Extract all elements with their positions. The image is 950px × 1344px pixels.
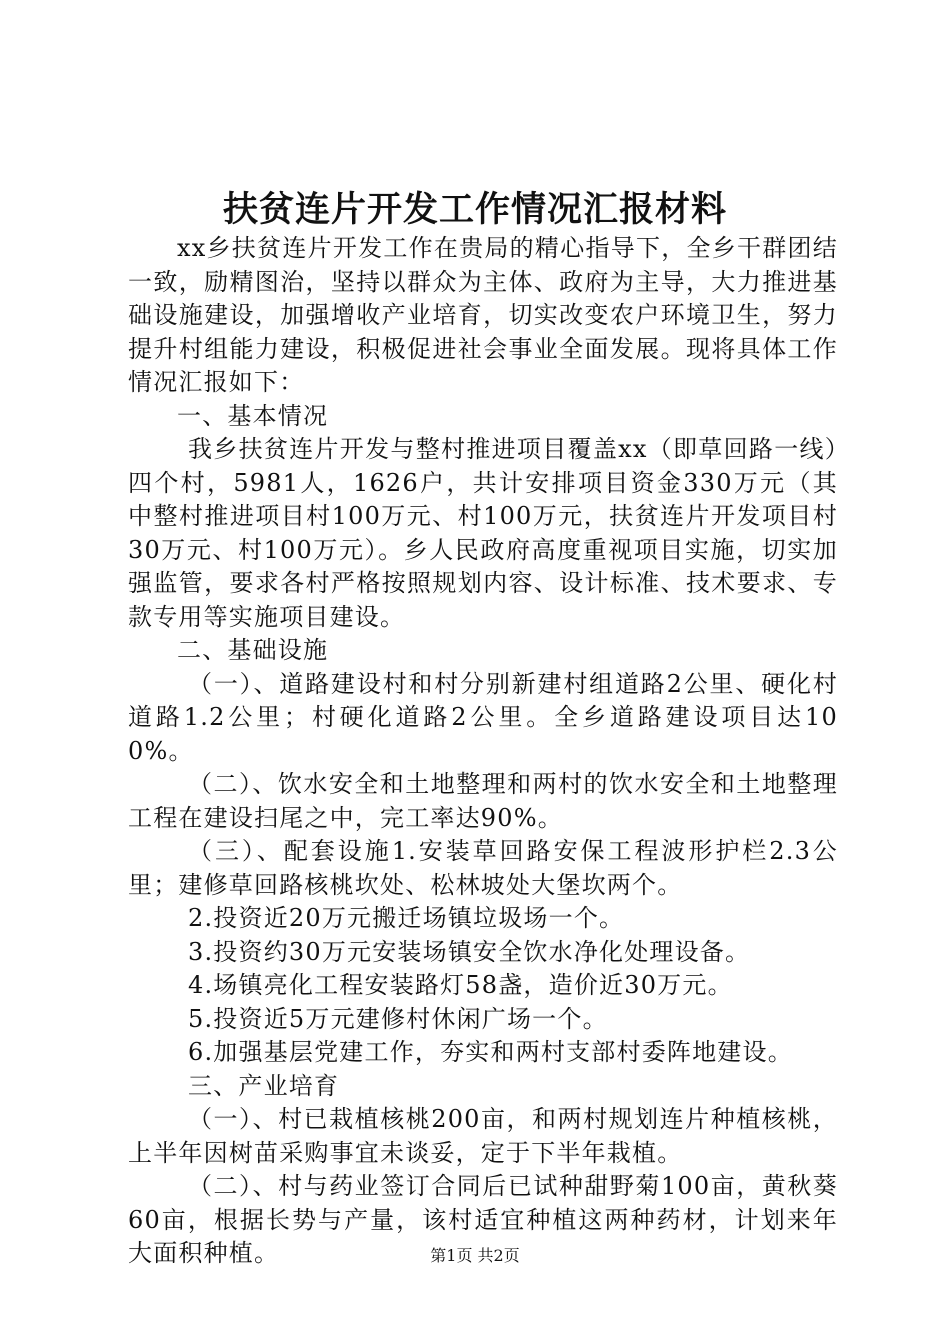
section-heading-basic: 一、基本情况	[177, 401, 329, 430]
list-item: 5.投资近5万元建修村休闲广场一个。	[188, 1004, 608, 1033]
list-item: 2.投资近20万元搬迁场镇垃圾场一个。	[188, 904, 625, 932]
paragraph-facilities: （三）、配套设施1.安装草回路安保工程波形护栏2.3公里；建修草回路核桃坎处、松林坡处大堡坎两个。	[128, 837, 838, 899]
paragraph-walnut: （一）、村已栽植核桃200亩，和两村规划连片种植核桃，上半年因树苗采购事宜未谈妥，定于下半年栽植。	[128, 1105, 838, 1167]
list-item: 3.投资约30万元安装场镇安全饮水净化处理设备。	[188, 937, 751, 966]
list-item: 4.场镇亮化工程安装路灯58盏，造价近30万元。	[188, 971, 733, 999]
document-title: 扶贫连片开发工作情况汇报材料	[222, 189, 727, 230]
paragraph-basic: 我乡扶贫连片开发与整村推进项目覆盖xx（即草回路一线）四个村，5981人，1626户，共计安排项目资金330万元（其中整村推进项目村100万元、村100万元，扶贫连片开发项目村30万元、村100万元）。乡人民政府高度重视项目实施，切实加强监管，要求各村严格按照规划内容、设计标准、技术要求、专款专用等实施项目建设。	[128, 435, 838, 631]
page-footer: 第1页 共2页	[430, 1246, 520, 1265]
section-heading-infrastructure: 二、基础设施	[177, 636, 329, 664]
document-body	[128, 232, 838, 1271]
paragraph-roads: （一）、道路建设村和村分别新建村组道路2公里、硬化村道路1.2公里；村硬化道路2公里。全乡道路建设项目达100%。	[128, 669, 838, 765]
paragraph-water: （二）、饮水安全和土地整理和两村的饮水安全和土地整理工程在建设扫尾之中，完工率达90%。	[128, 770, 838, 832]
section-heading-industry: 三、产业培育	[188, 1071, 340, 1100]
paragraph-intro: xx乡扶贫连片开发工作在贵局的精心指导下，全乡干群团结一致，励精图治，坚持以群众为主体、政府为主导，大力推进基础设施建设，加强增收产业培育，切实改变农户环境卫生，努力提升村组能力建设，积极促进社会事业全面发展。现将具体工作情况汇报如下：	[128, 234, 838, 396]
list-item: 6.加强基层党建工作，夯实和两村支部村委阵地建设。	[188, 1038, 793, 1066]
paragraph-herbs: （二）、村与药业签订合同后已试种甜野菊100亩，黄秋葵60亩，根据长势与产量，该村适宜种植这两种药材，计划来年大面积种植。	[128, 1172, 838, 1267]
